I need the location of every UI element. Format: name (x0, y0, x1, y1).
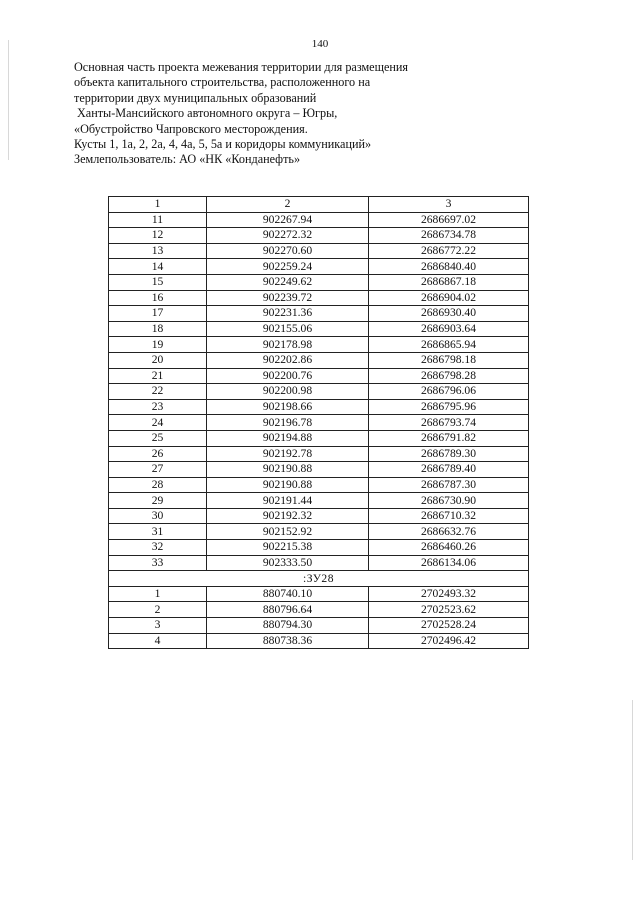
y-coordinate-cell: 2686904.02 (369, 290, 529, 306)
table-row (109, 524, 529, 540)
x-coordinate-cell: 902155.06 (207, 321, 369, 337)
point-number-cell: 31 (109, 524, 207, 540)
table-row (109, 555, 529, 571)
y-coordinate-cell: 2686798.28 (369, 368, 529, 384)
heading-line: «Обустройство Чапровского месторождения. (74, 121, 308, 136)
table-row (109, 477, 529, 493)
y-coordinate-cell: 2686789.40 (369, 462, 529, 478)
table-row (109, 321, 529, 337)
point-number-cell: 21 (109, 368, 207, 384)
heading-line: Основная часть проекта межевания территории для размещения (74, 60, 409, 74)
point-number-cell: 23 (109, 399, 207, 415)
point-number-cell: 4 (109, 633, 207, 649)
x-coordinate-cell: 880738.36 (207, 633, 369, 649)
y-coordinate-cell: 2702496.42 (369, 633, 529, 649)
x-coordinate-cell: 880794.30 (207, 618, 369, 634)
x-coordinate-cell: 902333.50 (207, 555, 369, 571)
y-coordinate-cell: 2686903.64 (369, 321, 529, 337)
point-number-cell: 18 (109, 321, 207, 337)
x-coordinate-cell: 880796.64 (207, 602, 369, 618)
table-row (109, 228, 529, 244)
y-coordinate-cell: 2686789.30 (369, 446, 529, 462)
x-coordinate-cell: 902239.72 (207, 290, 369, 306)
table-row (109, 259, 529, 275)
x-coordinate-cell: 902192.78 (207, 446, 369, 462)
table-row (109, 602, 529, 618)
x-coordinate-cell: 902249.62 (207, 274, 369, 290)
table-row (109, 508, 529, 524)
x-coordinate-cell: 902259.24 (207, 259, 369, 275)
y-coordinate-cell: 2686798.18 (369, 352, 529, 368)
document-heading (74, 60, 494, 168)
y-coordinate-cell: 2686796.06 (369, 384, 529, 400)
coordinates-table (108, 196, 529, 649)
x-coordinate-cell: 902215.38 (207, 540, 369, 556)
table-row (109, 352, 529, 368)
table-row (109, 337, 529, 353)
point-number-cell: 17 (109, 306, 207, 322)
x-coordinate-cell: 902192.32 (207, 508, 369, 524)
y-coordinate-cell: 2686787.30 (369, 477, 529, 493)
point-number-cell: 19 (109, 337, 207, 353)
y-coordinate-cell: 2686840.40 (369, 259, 529, 275)
y-coordinate-cell: 2686730.90 (369, 493, 529, 509)
column-header: 2 (207, 197, 369, 213)
point-number-cell: 27 (109, 462, 207, 478)
x-coordinate-cell: 902191.44 (207, 493, 369, 509)
x-coordinate-cell: 902194.88 (207, 430, 369, 446)
point-number-cell: 24 (109, 415, 207, 431)
table-row (109, 446, 529, 462)
y-coordinate-cell: 2686460.26 (369, 540, 529, 556)
page-number: 140 (311, 38, 329, 50)
point-number-cell: 3 (109, 618, 207, 634)
point-number-cell: 22 (109, 384, 207, 400)
table-row (109, 540, 529, 556)
point-number-cell: 26 (109, 446, 207, 462)
x-coordinate-cell: 902196.78 (207, 415, 369, 431)
x-coordinate-cell: 902200.76 (207, 368, 369, 384)
heading-line: объекта капитального строительства, расположенного на (74, 75, 371, 90)
point-number-cell: 2 (109, 602, 207, 618)
x-coordinate-cell: 902200.98 (207, 384, 369, 400)
section-label: :ЗУ28 (109, 571, 529, 587)
column-header: 3 (369, 197, 529, 213)
x-coordinate-cell: 902198.66 (207, 399, 369, 415)
section-row (109, 571, 529, 587)
y-coordinate-cell: 2686697.02 (369, 212, 529, 228)
point-number-cell: 12 (109, 228, 207, 244)
x-coordinate-cell: 902272.32 (207, 228, 369, 244)
x-coordinate-cell: 902267.94 (207, 212, 369, 228)
point-number-cell: 1 (109, 586, 207, 602)
point-number-cell: 14 (109, 259, 207, 275)
point-number-cell: 16 (109, 290, 207, 306)
y-coordinate-cell: 2686772.22 (369, 243, 529, 259)
table-row (109, 368, 529, 384)
y-coordinate-cell: 2686795.96 (369, 399, 529, 415)
table-row (109, 586, 529, 602)
y-coordinate-cell: 2686793.74 (369, 415, 529, 431)
point-number-cell: 13 (109, 243, 207, 259)
y-coordinate-cell: 2686632.76 (369, 524, 529, 540)
y-coordinate-cell: 2686134.06 (369, 555, 529, 571)
x-coordinate-cell: 902190.88 (207, 477, 369, 493)
scan-margin-mark (8, 40, 9, 160)
point-number-cell: 32 (109, 540, 207, 556)
table-row (109, 415, 529, 431)
heading-line: Ханты-Мансийского автономного округа – Югры, (77, 106, 338, 121)
y-coordinate-cell: 2702493.32 (369, 586, 529, 602)
table-row (109, 399, 529, 415)
y-coordinate-cell: 2686734.78 (369, 228, 529, 244)
table-row (109, 462, 529, 478)
point-number-cell: 33 (109, 555, 207, 571)
table-row (109, 212, 529, 228)
table-row (109, 243, 529, 259)
y-coordinate-cell: 2686710.32 (369, 508, 529, 524)
x-coordinate-cell: 902152.92 (207, 524, 369, 540)
point-number-cell: 20 (109, 352, 207, 368)
y-coordinate-cell: 2702528.24 (369, 618, 529, 634)
table-row (109, 493, 529, 509)
y-coordinate-cell: 2686930.40 (369, 306, 529, 322)
table-row (109, 384, 529, 400)
y-coordinate-cell: 2686867.18 (369, 274, 529, 290)
table-row (109, 306, 529, 322)
table-row (109, 274, 529, 290)
table-row (109, 430, 529, 446)
y-coordinate-cell: 2686865.94 (369, 337, 529, 353)
point-number-cell: 25 (109, 430, 207, 446)
x-coordinate-cell: 902190.88 (207, 462, 369, 478)
table-row (109, 618, 529, 634)
heading-line: территории двух муниципальных образований (74, 90, 317, 105)
point-number-cell: 28 (109, 477, 207, 493)
table-row (109, 633, 529, 649)
x-coordinate-cell: 902270.60 (207, 243, 369, 259)
heading-line: Кусты 1, 1а, 2, 2а, 4, 4а, 5, 5а и коридоры коммуникаций» (74, 137, 372, 152)
point-number-cell: 30 (109, 508, 207, 524)
y-coordinate-cell: 2702523.62 (369, 602, 529, 618)
x-coordinate-cell: 902231.36 (207, 306, 369, 322)
column-header: 1 (109, 197, 207, 213)
x-coordinate-cell: 902202.86 (207, 352, 369, 368)
table-header-row (109, 197, 529, 213)
point-number-cell: 15 (109, 274, 207, 290)
x-coordinate-cell: 902178.98 (207, 337, 369, 353)
point-number-cell: 29 (109, 493, 207, 509)
table-row (109, 290, 529, 306)
point-number-cell: 11 (109, 212, 207, 228)
y-coordinate-cell: 2686791.82 (369, 430, 529, 446)
x-coordinate-cell: 880740.10 (207, 586, 369, 602)
heading-line: Землепользователь: АО «НК «Конданефть» (74, 152, 301, 167)
scan-margin-mark (632, 700, 633, 860)
